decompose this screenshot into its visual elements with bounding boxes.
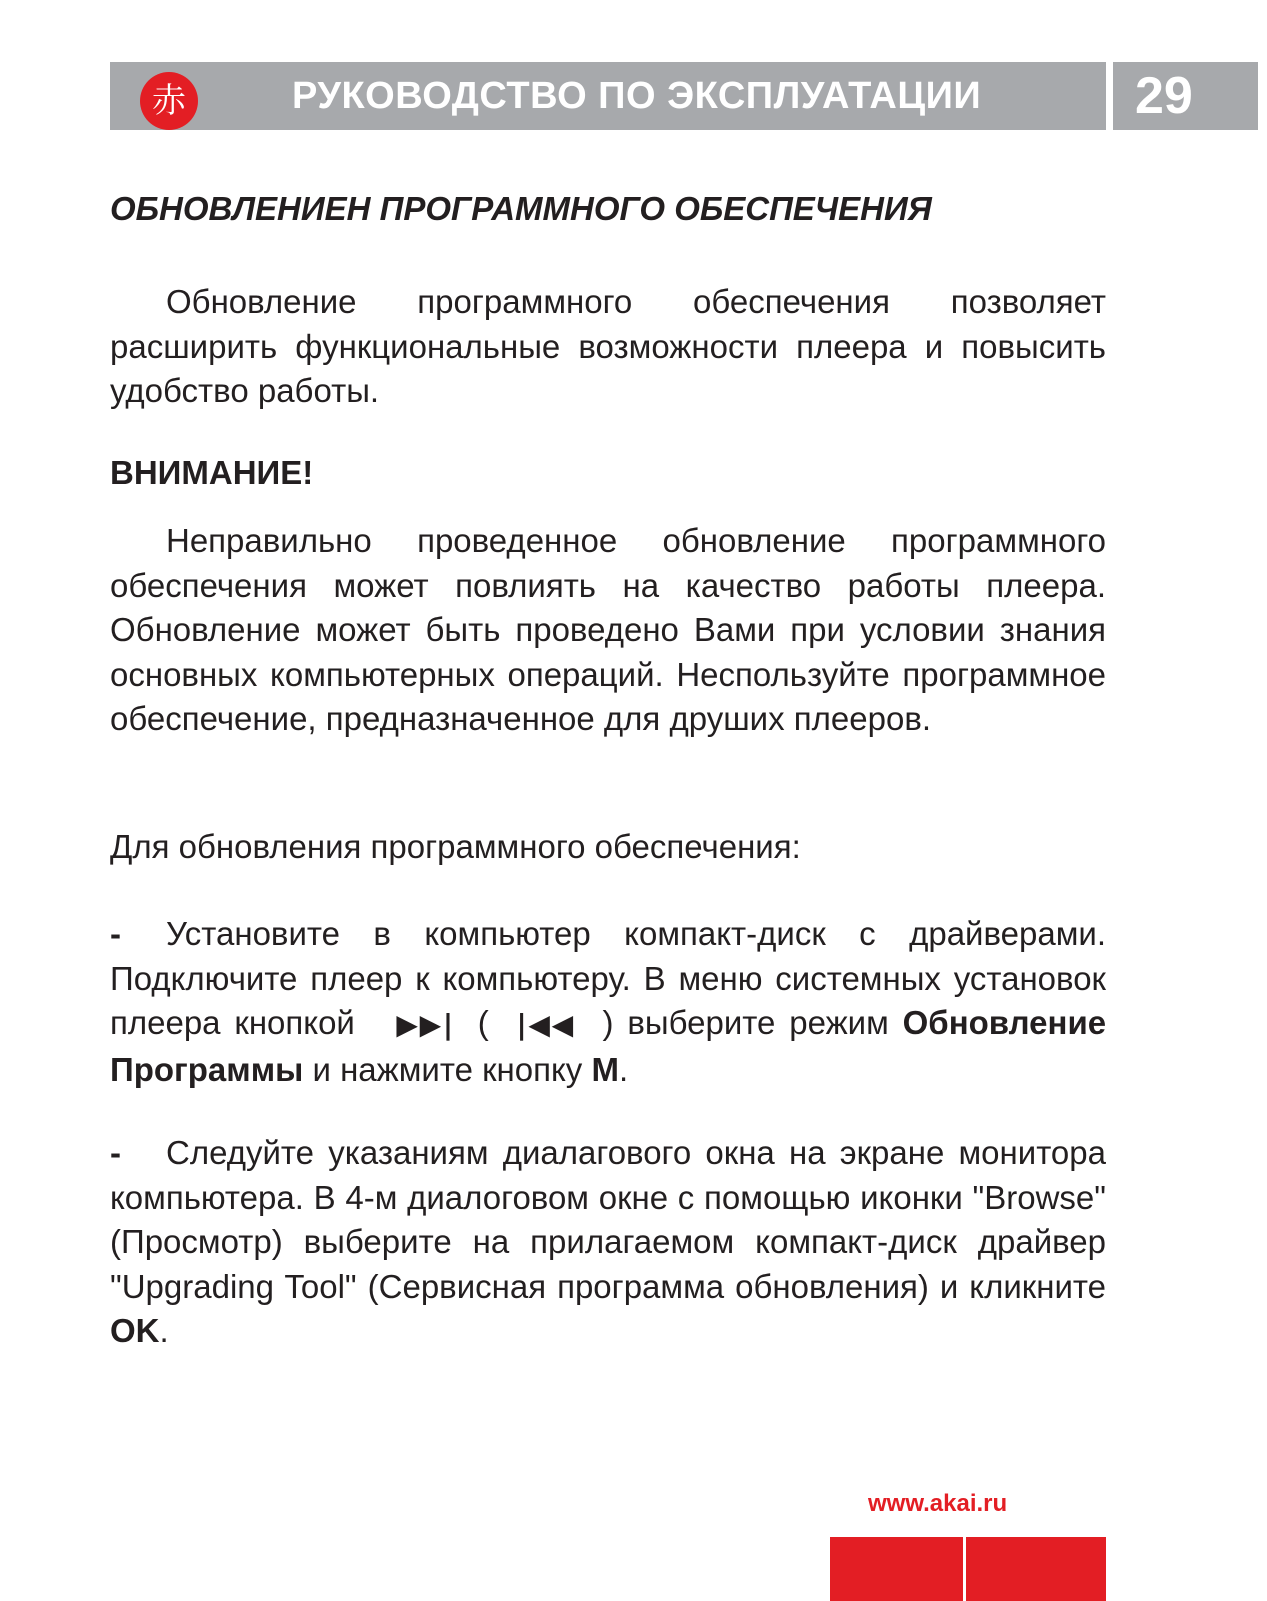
step-1-end: . <box>618 1050 629 1088</box>
intro-paragraph: Обновление программного обеспечения позволяет расширить функциональные возможности плеера и повысить удобство работы. <box>110 283 1106 409</box>
warning-title: ВНИМАНИЕ! <box>110 454 314 491</box>
m-button-name: M <box>591 1050 619 1088</box>
update-mode-name: Обновление Программы <box>110 1004 1107 1088</box>
previous-track-icon: |◀◀ <box>516 1008 575 1041</box>
section-title: ОБНОВЛЕНИЕН ПРОГРАММНОГО ОБЕСПЕЧЕНИЯ <box>110 190 932 227</box>
step-1-text-before: Установите в компьютер компакт-диск с драйверами. Подключите плеер к компьютеру. В меню системных установок плеера кнопкой <box>110 915 1106 1041</box>
ok-button-name: OK <box>110 1312 160 1349</box>
brand-logo-icon: 赤 <box>140 72 198 130</box>
step-1-dash: - <box>110 915 121 952</box>
footer-bar <box>830 1537 1106 1601</box>
step-1-text-middle: выберите режим <box>627 1004 889 1041</box>
footer-divider <box>963 1537 966 1601</box>
footer-website-link[interactable]: www.akai.ru <box>868 1490 1008 1517</box>
header-title: РУКОВОДСТВО ПО ЭКСПЛУАТАЦИИ <box>292 75 982 117</box>
warning-paragraph: Неправильно проведенное обновление программного обеспечения может повлиять на качество работы плеера. Обновление может быть проведено Вами при условии знания основных компьютерных операций. Неспользуйте программное обеспечение, предназначенное для друших плееров. <box>110 522 1106 737</box>
next-track-icon: ▶▶| <box>396 1008 451 1041</box>
step-1-paragraph <box>110 912 1106 1092</box>
step-1-paren-open: ( <box>477 1004 489 1041</box>
step-1-text-after: и нажмите кнопку <box>312 1050 583 1088</box>
step-1-paren-close: ) <box>602 1004 614 1041</box>
step-2-text-before: Следуйте указаниям диалагового окна на экране монитора компьютера. В 4-м диалоговом окне с помощью иконки "Browse" (Просмотр) выберите на прилагаемом компакт-диск драйвер "Upgrading Tool" (Сервисная программа обновления) и кликните <box>110 1134 1106 1305</box>
step-2-dash: - <box>110 1134 121 1171</box>
instructions-intro: Для обновления программного обеспечения: <box>110 828 801 865</box>
step-2-end: . <box>159 1312 169 1349</box>
page-number: 29 <box>1135 67 1193 125</box>
step-2-paragraph <box>110 1131 1106 1354</box>
